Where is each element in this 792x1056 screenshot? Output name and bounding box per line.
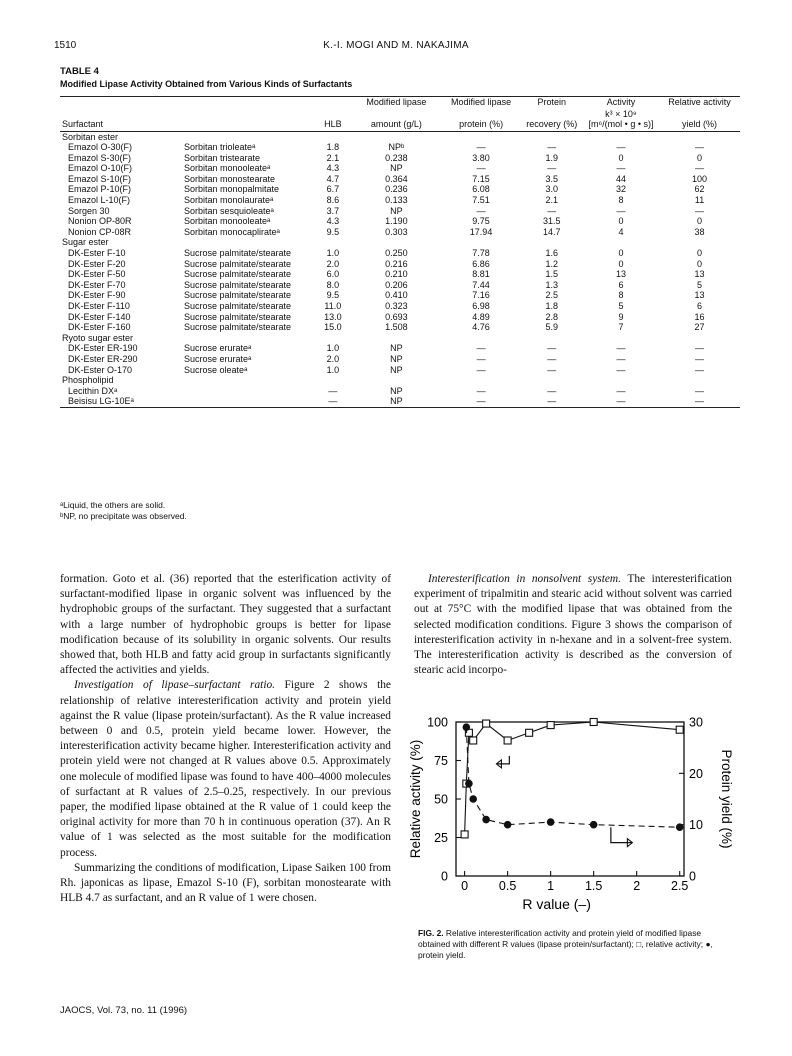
table-row (60, 343, 740, 354)
cell-name: DK-Ester F-140 (68, 311, 131, 322)
cell-chemical: Sorbitan tristearate (183, 152, 260, 163)
cell-hlb: — (314, 396, 351, 407)
cell-name: Nonion OP-80R (68, 216, 132, 227)
cell-amount: NPᵇ (388, 142, 405, 153)
cell-chemical: Sucrose palmitate/stearate (183, 322, 292, 333)
right-column (414, 572, 732, 678)
cell-relative: 38 (694, 226, 705, 237)
cell-protein: 9.75 (472, 216, 490, 227)
cell-recovery: — (521, 396, 583, 407)
cell-chemical: Sucrose palmitate/stearate (183, 269, 292, 280)
cell-recovery: — (547, 163, 557, 174)
cell-hlb: 6.7 (326, 184, 340, 195)
cell-name: DK-Ester O-170 (68, 364, 133, 375)
cell-relative: 27 (694, 322, 705, 333)
cell-name: Emazol S-30(F) (68, 152, 132, 163)
cell-activity: 4 (618, 226, 624, 237)
cell-relative: 6 (697, 301, 703, 311)
figure-2-chart (404, 716, 734, 926)
page-number: 1510 (54, 40, 77, 51)
cell-activity: 44 (615, 173, 626, 184)
cell-chemical: Sucrose palmitate/stearate (183, 290, 292, 301)
col-amount-l1: Modified lipase (351, 97, 441, 109)
col-protein-l2: protein (%) (442, 109, 521, 132)
protein-point (465, 780, 473, 788)
y-right-tick-label: 10 (689, 818, 703, 833)
figure-caption-text: Relative interesterification activity and protein yield of modified lipase obtained with different R values (lipase protein/surfactant); □, relative activity; ●, protein yield. (418, 928, 713, 960)
table-row (60, 396, 740, 407)
cell-amount: 0.693 (385, 311, 408, 322)
table-row (60, 195, 740, 206)
cell-relative: — (695, 205, 705, 216)
cell-name: DK-Ester F-110 (68, 301, 130, 311)
cell-chemical: Sorbitan monooleateᵃ (183, 216, 271, 227)
cell-recovery: 3.0 (545, 184, 558, 195)
cell-activity: — (616, 163, 626, 174)
cell-recovery: 1.2 (545, 258, 558, 269)
cell-protein: 4.89 (472, 311, 490, 322)
activity-point (526, 729, 533, 736)
group-row (60, 237, 740, 248)
cell-activity: — (616, 364, 626, 375)
cell-amount: 0.410 (385, 290, 408, 301)
cell-recovery: 31.5 (542, 216, 561, 227)
activity-point (590, 719, 597, 726)
col-hlb: HLB (314, 109, 351, 132)
cell-amount: NP (351, 396, 441, 407)
cell-recovery: 2.5 (545, 290, 558, 301)
cell-activity: — (616, 142, 626, 153)
paragraph-ratio (60, 678, 391, 860)
cell-hlb: 4.7 (326, 173, 340, 184)
table-row (60, 259, 740, 270)
group-label: Ryoto sugar ester (62, 332, 134, 343)
cell-amount: NP (390, 353, 403, 364)
cell-chemical: Sorbitan monooleateᵃ (183, 163, 271, 174)
col-recovery-l2: recovery (%) (521, 109, 583, 132)
footnote-a: ᵃLiquid, the others are solid. (60, 500, 166, 510)
cell-protein: 3.80 (472, 152, 490, 163)
cell-chemical: Sucrose palmitate/stearate (183, 311, 292, 322)
table-row (60, 206, 740, 217)
cell-activity: — (616, 353, 626, 364)
y-right-tick-label: 0 (689, 869, 696, 884)
cell-recovery: — (547, 385, 557, 396)
protein-point (676, 823, 684, 831)
cell-relative: 11 (694, 195, 705, 206)
cell-amount: 0.206 (385, 279, 408, 290)
cell-activity: 8 (618, 290, 624, 301)
protein-point (469, 795, 477, 803)
journal-footer: JAOCS, Vol. 73, no. 11 (1996) (60, 1005, 188, 1016)
cell-amount: 0.210 (385, 269, 408, 280)
cell-amount: 0.364 (385, 173, 408, 184)
cell-chemical: Sucrose palmitate/stearate (183, 248, 292, 259)
cell-hlb: 9.5 (326, 290, 340, 301)
cell-amount: NP (390, 385, 403, 396)
cell-hlb: 2.0 (326, 353, 340, 364)
cell-recovery: 1.8 (545, 301, 558, 311)
cell-relative: — (695, 353, 705, 364)
protein-series-line (466, 727, 679, 827)
protein-point (482, 816, 490, 824)
col-relative-l1: Relative activity (659, 97, 740, 109)
cell-name: Nonion CP-08R (68, 226, 132, 237)
running-head (54, 40, 738, 54)
cell-relative: 100 (692, 173, 708, 184)
group-label: Sugar ester (62, 237, 109, 248)
cell-chemical (182, 396, 314, 407)
cell-amount: 1.190 (385, 216, 408, 227)
cell-amount: NP (390, 364, 403, 375)
cell-hlb: 9.5 (326, 226, 340, 237)
y-left-tick-label: 25 (434, 831, 448, 845)
x-tick-label: 0.5 (498, 879, 517, 893)
cell-relative: — (659, 396, 740, 407)
table-footnotes (60, 500, 187, 522)
cell-protein: — (476, 385, 486, 396)
cell-protein: — (476, 343, 486, 354)
y-left-tick-label: 0 (441, 869, 448, 884)
table-row (60, 163, 740, 174)
cell-recovery: 14.7 (542, 226, 561, 237)
activity-point (483, 720, 490, 727)
table-row (60, 301, 740, 312)
cell-chemical: Sucrose palmitate/stearate (183, 258, 292, 269)
table-row (60, 354, 740, 365)
cell-chemical: Sucrose erurateᵃ (183, 353, 252, 364)
paragraph-nonsolvent-body: The interesterification experiment of tripalmitin and stearic acid without solvent was carried out at 75°C with the modified lipase that was obtained from the selected modification conditions. Figure 3 shows the comparison of interesterification activity in n-hexane and in a solvent-free system. The interesterification activity is described as the conversion of stearic acid incorpo- (414, 573, 732, 677)
cell-hlb: 4.3 (326, 163, 340, 174)
cell-name: DK-Ester F-20 (68, 258, 126, 269)
cell-recovery: — (547, 343, 557, 354)
cell-amount: NP (390, 163, 403, 174)
cell-activity: 9 (618, 311, 624, 322)
cell-chemical: Sucrose palmitate/stearate (183, 279, 292, 290)
cell-amount: NP (390, 205, 403, 216)
cell-activity: 32 (615, 184, 626, 195)
y-left-axis-label: Relative activity (%) (408, 739, 423, 859)
cell-activity: 6 (618, 279, 624, 290)
figure-caption (418, 928, 734, 961)
cell-protein: — (476, 353, 486, 364)
cell-hlb: 8.0 (326, 279, 340, 290)
cell-activity: — (616, 205, 626, 216)
cell-chemical: Sorbitan sesquioleateᵃ (183, 205, 274, 216)
cell-name: Emazol O-30(F) (68, 142, 133, 153)
col-protein-l1: Modified lipase (442, 97, 521, 109)
table-caption: Modified Lipase Activity Obtained from Various Kinds of Surfactants (60, 79, 353, 89)
cell-hlb: 1.0 (326, 364, 340, 375)
table-heading (60, 66, 352, 90)
x-tick-label: 2.5 (671, 879, 689, 893)
y-right-tick-label: 20 (689, 766, 703, 781)
cell-chemical: Sorbitan monolaurateᵃ (183, 195, 274, 206)
cell-amount: 0.303 (385, 226, 408, 237)
table-label: TABLE 4 (60, 66, 99, 77)
cell-name: DK-Ester F-10 (68, 248, 126, 259)
cell-chemical: Sorbitan monopalmitate (183, 184, 280, 195)
table-row (60, 365, 740, 376)
footnote-b: ᵇNP, no precipitate was observed. (60, 511, 187, 521)
col-relative-l2: yield (%) (659, 109, 740, 132)
cell-protein: 7.51 (472, 195, 490, 206)
cell-name: DK-Ester F-50 (68, 269, 126, 280)
cell-recovery: 1.3 (545, 279, 558, 290)
cell-protein: 7.15 (472, 173, 490, 184)
cell-hlb: 4.3 (326, 216, 340, 227)
x-tick-label: 1.5 (584, 879, 603, 893)
cell-name: Emazol O-10(F) (68, 163, 133, 174)
cell-protein: — (476, 205, 486, 216)
group-label: Sorbitan ester (62, 131, 119, 142)
cell-protein: — (442, 396, 521, 407)
group-label: Phospholipid (62, 375, 114, 386)
table-row (60, 280, 740, 291)
paragraph-goto: formation. Goto et al. (36) reported that the esterification activity of surfactant-modified lipase in organic solvent was influenced by the hydrophobic groups of the surfactant. They suggested that a surfactant with a large number of hydrophobic groups is better for lipase modification because of its solubility in organic solvents. Our results showed that, both HLB and fatty acid group in surfactants significantly affected the activities and yields. (60, 573, 391, 677)
table-body (60, 131, 740, 407)
section-title-nonsolvent: Interesterification in nonsolvent system. (428, 573, 621, 585)
cell-protein: 7.78 (472, 248, 490, 259)
cell-protein: 17.94 (469, 226, 493, 237)
cell-amount: 0.238 (385, 152, 408, 163)
cell-protein: 6.98 (472, 301, 490, 311)
y-right-tick-label: 30 (689, 716, 703, 730)
cell-recovery: — (547, 364, 557, 375)
cell-recovery: 1.9 (545, 152, 558, 163)
cell-activity: — (583, 396, 659, 407)
cell-relative: 62 (694, 184, 705, 195)
cell-activity: — (616, 385, 626, 396)
col-activity-l3: [m⁶/(mol • g • s)] (588, 119, 654, 129)
table-row (60, 153, 740, 164)
paragraph-interesterification (414, 572, 732, 678)
section-title-ratio: Investigation of lipase–surfactant ratio. (74, 679, 276, 692)
cell-name: Emazol L-10(F) (68, 195, 131, 206)
cell-chemical: Sucrose erurateᵃ (183, 343, 252, 354)
cell-relative: — (695, 142, 705, 153)
table-row (60, 248, 740, 259)
cell-hlb: 6.0 (326, 269, 340, 280)
cell-hlb: 11.0 (324, 301, 342, 311)
cell-relative: 0 (697, 216, 703, 227)
cell-amount: 0.323 (385, 301, 408, 311)
cell-amount: 0.133 (385, 195, 408, 206)
table-row (60, 142, 740, 153)
cell-protein: — (476, 163, 486, 174)
surfactant-table (60, 96, 740, 408)
cell-protein: 7.44 (472, 279, 490, 290)
col-surfactant: Surfactant (60, 109, 182, 132)
cell-amount: NP (390, 343, 403, 354)
table-row (60, 227, 740, 238)
paragraph-summary: Summarizing the conditions of modification, Lipase Saiken 100 from Rh. japonicas as lipase, Emazol S-10 (F), sorbitan monostearate with HLB 4.7 as surfactant, and an R value of 1 were chosen. (60, 861, 391, 905)
activity-point (504, 737, 511, 744)
cell-chemical: Sorbitan monocaplirateᵃ (183, 226, 280, 237)
cell-recovery: 1.5 (545, 269, 558, 280)
cell-relative: 0 (697, 152, 703, 163)
cell-hlb: 1.0 (326, 343, 340, 354)
cell-hlb: 1.8 (326, 142, 340, 153)
col-activity-l2a: k³ × 10⁹ (605, 108, 637, 119)
cell-relative: 13 (694, 290, 705, 301)
cell-relative: 16 (694, 311, 705, 322)
cell-hlb: — (328, 385, 338, 396)
figure-caption-label: FIG. 2. (418, 928, 444, 938)
cell-activity: 5 (618, 301, 624, 311)
x-axis-label: R value (–) (522, 896, 591, 912)
cell-amount: 0.216 (385, 258, 408, 269)
cell-protein: — (476, 142, 486, 153)
protein-point (463, 723, 471, 731)
y-left-tick-label: 100 (427, 716, 448, 730)
cell-name: Sorgen 30 (68, 205, 110, 216)
table-row (60, 322, 740, 333)
table-row (60, 216, 740, 227)
protein-point (590, 821, 598, 829)
cell-chemical: Sorbitan trioleateᵃ (183, 142, 256, 153)
cell-chemical: Sorbitan monostearate (183, 173, 276, 184)
cell-chemical: Sucrose oleateᵃ (183, 364, 248, 375)
cell-protein: 6.08 (472, 184, 490, 195)
cell-hlb: 15.0 (324, 322, 342, 333)
cell-relative: 0 (697, 248, 703, 259)
col-activity-l1: Activity (583, 97, 659, 109)
cell-hlb: 2.0 (326, 258, 340, 269)
cell-name: DK-Ester F-90 (68, 290, 126, 301)
table-row (60, 312, 740, 323)
cell-hlb: 3.7 (326, 205, 340, 216)
cell-name: Emazol P-10(F) (68, 184, 132, 195)
activity-point (470, 737, 477, 744)
cell-relative: 5 (697, 279, 703, 290)
table-row (60, 269, 740, 280)
cell-activity: 8 (618, 195, 624, 206)
cell-relative: — (695, 364, 705, 375)
cell-hlb: 2.1 (326, 152, 340, 163)
cell-name: DK-Ester F-70 (68, 279, 126, 290)
cell-hlb: 8.6 (326, 195, 340, 206)
cell-activity: 0 (618, 258, 624, 269)
col-activity-l2 (583, 109, 659, 132)
y-left-tick-label: 50 (434, 792, 448, 807)
table-row (60, 290, 740, 301)
cell-recovery: — (547, 205, 557, 216)
cell-activity: 13 (615, 269, 626, 280)
cell-recovery: — (547, 142, 557, 153)
cell-protein: 6.86 (472, 258, 490, 269)
group-row (60, 333, 740, 344)
cell-relative: — (695, 163, 705, 174)
activity-point (461, 831, 468, 838)
cell-recovery: — (547, 353, 557, 364)
y-right-axis-label: Protein yield (%) (719, 749, 734, 849)
group-row (60, 375, 740, 386)
x-tick-label: 1 (547, 879, 555, 893)
cell-hlb: 13.0 (324, 311, 342, 322)
plot-frame (456, 722, 684, 876)
cell-relative: 0 (697, 258, 703, 269)
cell-name: Emazol S-10(F) (68, 173, 132, 184)
cell-amount: 0.236 (385, 184, 408, 195)
cell-recovery: 3.5 (545, 173, 558, 184)
cell-recovery: 5.9 (545, 322, 558, 333)
protein-point (547, 818, 555, 826)
cell-name: DK-Ester F-160 (68, 322, 131, 333)
col-amount-l2: amount (g/L) (351, 109, 441, 132)
paragraph-ratio-body: Figure 2 shows the relationship of relative interesterification activity and protein yield against the R value (lipase protein/surfactant). As the R value increased between 0 and 0.5, protein yield became lower. However, the interesterification activity became higher. Interesterification activity and protein yield were not changed at R values above 0.5. Approximately one molecule of modified lipase was found to have 400–4000 molecules of surfactant at R values of 2.5–0.25, respectively. In our previous paper, the modified lipase obtained at the R value of 1 could keep the original activity for more than 70 h in continuous operation (37). An R value of 1 was selected as the most suitable for the modification process. (60, 679, 391, 859)
cell-relative: — (695, 343, 705, 354)
cell-chemical (182, 386, 314, 397)
cell-protein: 4.76 (472, 322, 490, 333)
activity-series-line (465, 722, 680, 834)
cell-recovery: 2.8 (545, 311, 558, 322)
cell-chemical: Sucrose palmitate/stearate (183, 301, 292, 311)
cell-amount: 0.250 (385, 248, 408, 259)
cell-activity: 0 (618, 152, 624, 163)
activity-point (547, 722, 554, 729)
x-tick-label: 0 (461, 879, 469, 893)
table-row (60, 174, 740, 185)
cell-relative: 13 (694, 269, 705, 280)
cell-hlb: 1.0 (326, 248, 340, 259)
y-left-tick-label: 75 (434, 754, 448, 768)
cell-activity: — (616, 343, 626, 354)
cell-protein: 7.16 (472, 290, 490, 301)
cell-recovery: 2.1 (545, 195, 558, 206)
cell-protein: — (476, 364, 486, 375)
protein-point (504, 821, 512, 829)
cell-relative: — (695, 385, 705, 396)
group-row (60, 131, 740, 142)
cell-name: DK-Ester ER-290 (68, 353, 138, 364)
cell-amount: 1.508 (385, 322, 408, 333)
cell-name: Beisisu LG-10Eᵃ (60, 396, 182, 407)
cell-recovery: 1.6 (545, 248, 558, 259)
x-tick-label: 2 (633, 879, 641, 893)
cell-name: DK-Ester ER-190 (68, 343, 138, 354)
cell-activity: 7 (618, 322, 624, 333)
table-row (60, 184, 740, 195)
table-row (60, 386, 740, 397)
cell-activity: 0 (618, 248, 624, 259)
left-column (60, 572, 391, 906)
cell-name: Lecithin DXᵃ (68, 385, 118, 396)
col-recovery-l1: Protein (521, 97, 583, 109)
running-authors: K.-I. MOGI AND M. NAKAJIMA (323, 40, 469, 51)
cell-protein: 8.81 (472, 269, 490, 280)
activity-point (676, 726, 683, 733)
cell-activity: 0 (618, 216, 624, 227)
